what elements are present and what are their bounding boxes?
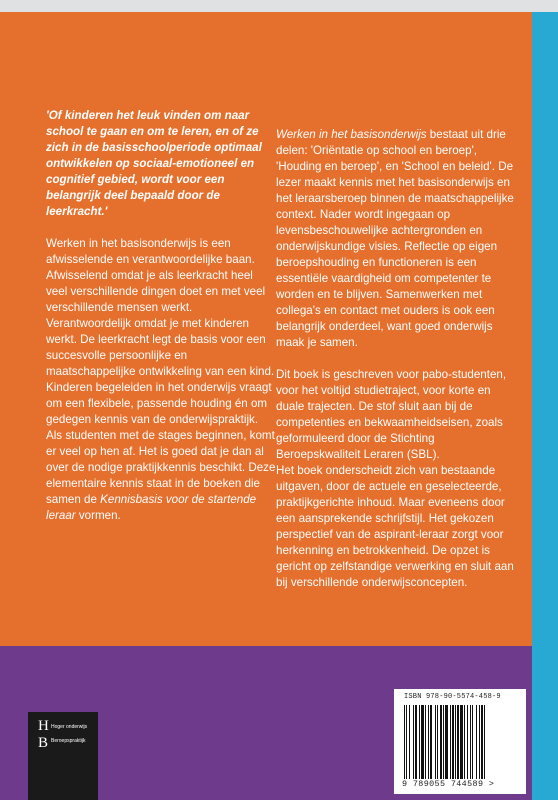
barcode-bar [425,705,426,779]
logo-letter-h: H [38,718,49,734]
spine-strip [532,12,558,800]
paragraph-gap [276,351,516,367]
barcode-bar [406,705,407,779]
book-title: Werken in het basisonderwijs [276,128,427,141]
barcode-bar [457,705,459,779]
left-paragraph-2-text: Als studenten met de stages beginnen, komt er veel op hen af. Het is goed dat je dan al over de nodige praktijkkennis beschikt. Deze elementaire kennis staat in de boeken die samen de [46,429,276,506]
barcode-bar [479,705,480,779]
barcode-bar [437,705,438,779]
logo-text [51,720,97,748]
barcode-bar [435,705,436,779]
series-title: Kennisbasis voor de startende leraar [46,493,257,522]
logo-line-2: Beroepspraktijk [51,738,86,744]
barcode-bar [428,705,429,779]
barcode-box [394,689,526,794]
barcode-digits: 9 789055 744589 > [402,779,495,789]
barcode-bar [404,705,405,779]
barcode-bar [413,705,414,779]
barcode-bar [415,705,417,779]
right-paragraph-1-text: bestaat uit drie delen: 'Oriëntatie op school en beroep', 'Houding en beroep', en 'School en beleid'. De lezer maakt kennis met het basisonderwijs en het leraarsberoep binnen de maatschappelijke context. Nader wordt ingegaan op levensbeschouwelijke achtergronden en onderwijskundige visies. Reflectie op eigen beroepshouding en functioneren is een essentiële vaardigheid om competenter te worden en te blijven. Samenwerken met collega's en contact met ouders is ook een belangrijk onderdeel, want goed onderwijs maak je samen. [276,128,514,349]
right-column [276,127,516,591]
barcode-bar [481,705,483,779]
barcode-bar [452,705,454,779]
barcode-bar [470,705,471,779]
logo-mark [38,718,50,766]
logo-line-1: Hoger onderwijs [51,724,88,730]
logo-letter-b: B [38,735,49,751]
barcode-bar [450,705,451,779]
barcode-bar [445,705,448,779]
isbn-label: ISBN 978-90-5574-458-9 [404,693,501,701]
top-edge [0,0,558,12]
barcode-icon [402,705,518,779]
right-paragraph-1 [276,127,516,351]
left-paragraph-1: Werken in het basisonderwijs is een afwisselende en verantwoordelijke baan. Afwisselend omdat je als leerkracht heel veel verschillende dingen doet en met veel verschillende mensen werkt. Verantwoordelijk omdat je met kinderen werkt. De leerkracht legt de basis voor een succesvolle persoonlijke en maatschappelijke ontwikkeling van een kind. Kinderen begeleiden in het onderwijs vraagt om een flexibele, passende houding én om gedegen kennis van de onderwijspraktijk. [46,237,275,426]
barcode-bar [419,705,420,779]
right-paragraph-3: Het boek onderscheidt zich van bestaande uitgaven, door de actuele en geselecteerde, praktijkgerichte inhoud. Maar eveneens door een aansprekende schrijfstijl. Het gekozen perspectief van de aspirant-leraar zorgt voor herkenning en betrokkenheid. De opzet is gericht op zelfstandige verwerking en sluit aan bij verschillende onderwijsconcepten. [276,464,514,589]
barcode-bar [421,705,424,779]
barcode-bar [409,705,410,779]
left-paragraph-2 [46,428,276,524]
pull-quote: 'Of kinderen het leuk vinden om naar school te gaan en om te leren, en of ze zich in de basisschoolperiode optimaal ontwikkelen op sociaal-emotioneel en cognitief gebied, wordt voor een belangrijk deel bepaald door de leerkracht.' [46,109,262,218]
barcode-bar [440,705,442,779]
barcode-bar [464,705,465,779]
barcode-bar [484,705,485,779]
barcode-bar [476,705,477,779]
barcode-bar [443,705,444,779]
right-paragraph-2: Dit boek is geschreven voor pabo-studenten, voor het voltijd studietraject, voor korte en duale trajecten. De stof sluit aan bij de competenties en bekwaamheidseisen, zoals geformuleerd door de Stichting Beroepskwaliteit Leraren (SBL). [276,368,507,461]
left-paragraph-2-end: vormen. [75,509,121,522]
barcode-bar [472,705,473,779]
left-column [46,108,276,524]
barcode-bar [430,705,432,779]
barcode-bar [460,705,463,779]
barcode-bar [467,705,468,779]
publisher-logo [28,712,98,800]
barcode-bar [455,705,456,779]
